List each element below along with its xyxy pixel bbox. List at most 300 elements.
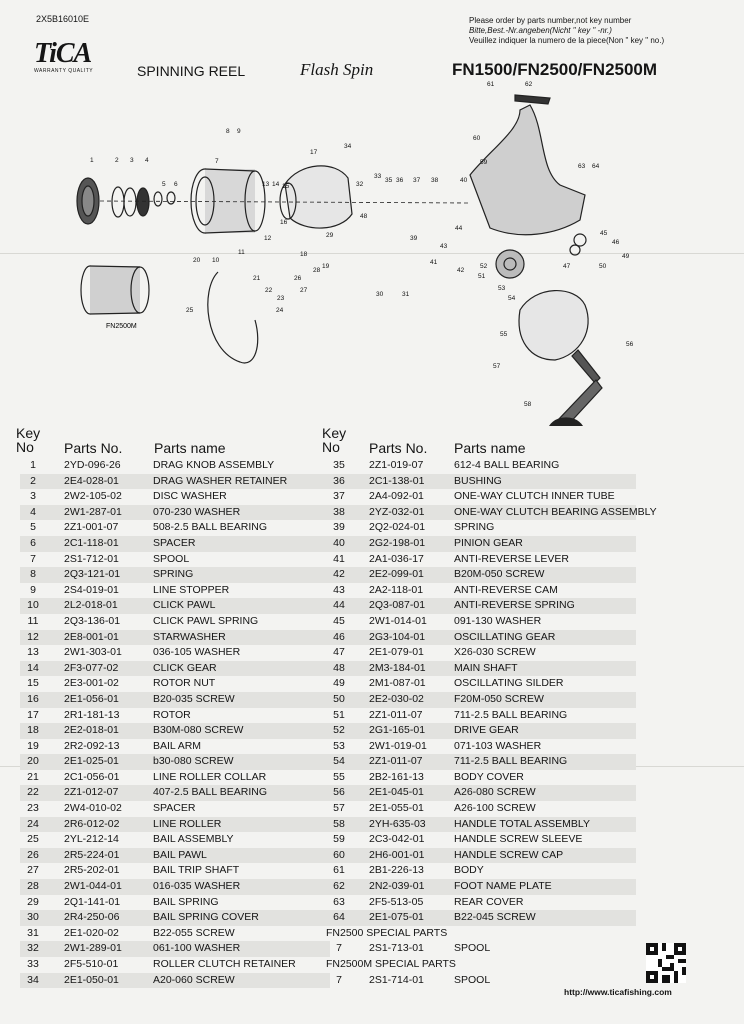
callout-number: 2 <box>115 157 119 164</box>
callout-number: 56 <box>626 341 634 348</box>
key-no: 16 <box>27 692 39 705</box>
parts-name: 091-130 WASHER <box>454 614 542 627</box>
key-no: 31 <box>27 926 39 939</box>
parts-no-header-right: Parts No. <box>369 440 428 456</box>
parts-no: 2E1-079-01 <box>369 646 424 659</box>
parts-no: 2F5-510-01 <box>64 958 119 970</box>
parts-no: 2G2-198-01 <box>369 536 426 549</box>
parts-name: 061-100 WASHER <box>153 942 241 955</box>
parts-no: 2C1-056-01 <box>64 770 120 783</box>
callout-number: 45 <box>600 230 608 237</box>
parts-name: 016-035 WASHER <box>153 880 241 893</box>
parts-name: 036-105 WASHER <box>153 646 241 659</box>
callout-number: 55 <box>500 331 508 338</box>
parts-name: SPOOL <box>153 552 190 565</box>
parts-no: 2YH-635-03 <box>369 817 426 830</box>
key-no: 43 <box>333 583 345 596</box>
parts-no: 2L2-018-01 <box>64 599 118 612</box>
key-no: 3 <box>30 490 36 503</box>
parts-no: 2E1-045-01 <box>369 786 424 799</box>
key-no: 61 <box>333 864 345 877</box>
key-no: 32 <box>27 942 39 955</box>
key-no: 56 <box>333 786 345 799</box>
callout-number: 26 <box>294 275 302 282</box>
table-row <box>20 973 330 989</box>
parts-name: CLICK GEAR <box>153 661 217 674</box>
callout-number: 17 <box>310 149 318 156</box>
parts-no: 2W1-019-01 <box>369 739 427 752</box>
table-row <box>20 661 330 677</box>
table-row <box>20 645 330 661</box>
parts-no: 2S1-712-01 <box>64 552 119 565</box>
callout-number: 25 <box>186 307 194 314</box>
parts-name: CLICK PAWL SPRING <box>153 614 259 627</box>
parts-name: 612-4 BALL BEARING <box>454 459 560 471</box>
key-no: 57 <box>333 802 345 815</box>
parts-no: 2W4-010-02 <box>64 802 122 815</box>
parts-name: HANDLE TOTAL ASSEMBLY <box>454 817 590 830</box>
table-row <box>326 910 636 926</box>
table-row <box>326 801 636 817</box>
parts-name: MAIN SHAFT <box>454 661 518 674</box>
callout-number: 11 <box>238 249 245 256</box>
parts-no: 2F3-077-02 <box>64 661 119 674</box>
callout-number: 1 <box>90 157 94 164</box>
parts-no: 2Z1-019-07 <box>369 459 424 471</box>
callout-number: 46 <box>612 239 620 246</box>
parts-name-header-left: Parts name <box>154 440 226 456</box>
table-row <box>326 583 636 599</box>
key-no: 18 <box>27 724 39 737</box>
parts-name: REAR COVER <box>454 895 524 908</box>
callout-number: 18 <box>300 251 308 258</box>
key-no: 22 <box>27 786 39 799</box>
parts-name: HANDLE SCREW SLEEVE <box>454 833 583 846</box>
parts-no: 2F5-513-05 <box>369 895 424 908</box>
callout-number: 39 <box>410 235 418 242</box>
parts-name: SPOOL <box>454 942 491 955</box>
parts-name: B22-045 SCREW <box>454 911 536 924</box>
parts-no: 2E2-018-01 <box>64 724 119 737</box>
table-row <box>326 941 636 957</box>
table-row <box>20 754 330 770</box>
parts-name: B22-055 SCREW <box>153 926 235 939</box>
parts-no: 2H6-001-01 <box>369 848 425 861</box>
parts-no: 2E2-099-01 <box>369 568 424 581</box>
table-row <box>326 692 636 708</box>
parts-no: 2R5-202-01 <box>64 864 120 877</box>
parts-name: F20M-050 SCREW <box>454 692 544 705</box>
key-no-header-left: Key No <box>16 425 41 455</box>
key-no: 28 <box>27 880 39 893</box>
product-type: SPINNING REEL <box>137 63 246 79</box>
callout-number: 57 <box>493 363 501 370</box>
callout-number: 7 <box>215 158 219 165</box>
key-no: 13 <box>27 646 39 659</box>
parts-no: 2E1-025-01 <box>64 755 119 768</box>
parts-no: 2Q3-087-01 <box>369 599 426 612</box>
table-row <box>326 645 636 661</box>
table-row <box>20 567 330 583</box>
special-parts-label: FN2500M SPECIAL PARTS <box>326 958 456 970</box>
table-row <box>326 489 636 505</box>
table-row <box>326 723 636 739</box>
parts-no: 2B2-161-13 <box>369 770 424 783</box>
key-no: 34 <box>27 973 39 986</box>
callout-number: 24 <box>276 307 284 314</box>
table-row <box>326 536 636 552</box>
callout-number: 19 <box>322 263 330 270</box>
callout-number: 20 <box>193 257 201 264</box>
callout-number: 42 <box>457 267 465 274</box>
key-no: 11 <box>27 614 39 627</box>
parts-name: A26-100 SCREW <box>454 802 536 815</box>
parts-no: 2YD-096-26 <box>64 459 121 471</box>
parts-name: ONE-WAY CLUTCH BEARING ASSEMBLY <box>454 505 657 518</box>
parts-no: 2Z1-011-07 <box>369 708 423 721</box>
callout-number: 30 <box>376 291 384 298</box>
key-no: 39 <box>333 521 345 534</box>
callout-number: 51 <box>478 273 486 280</box>
table-row <box>20 708 330 724</box>
parts-name: B30M-080 SCREW <box>153 724 244 737</box>
parts-no: 2S4-019-01 <box>64 583 119 596</box>
parts-name: LINE ROLLER COLLAR <box>153 770 267 783</box>
parts-no: 2W1-014-01 <box>369 614 427 627</box>
parts-name: ANTI-REVERSE SPRING <box>454 599 575 612</box>
callout-number: 47 <box>563 263 571 270</box>
parts-no: 2Q2-024-01 <box>369 521 426 534</box>
parts-name: DRAG WASHER RETAINER <box>153 474 288 487</box>
key-no: 20 <box>27 755 39 768</box>
parts-name: DRIVE GEAR <box>454 724 519 737</box>
callout-number: 62 <box>525 81 533 88</box>
table-row <box>326 754 636 770</box>
callout-number: 6 <box>174 181 178 188</box>
parts-no: 2E2-030-02 <box>369 692 424 705</box>
parts-name: 508-2.5 BALL BEARING <box>153 521 268 534</box>
parts-no: 2G1-165-01 <box>369 724 426 737</box>
callout-number: 52 <box>480 263 488 270</box>
callout-number: 36 <box>396 177 404 184</box>
parts-no: 2M3-184-01 <box>369 661 426 674</box>
table-row <box>326 661 636 677</box>
parts-no: 2W2-105-02 <box>64 490 122 503</box>
parts-no: 2N2-039-01 <box>369 880 425 893</box>
parts-no: 2E8-001-01 <box>64 630 119 643</box>
key-no: 46 <box>333 630 345 643</box>
parts-name: SPRING <box>153 568 194 581</box>
key-no: 12 <box>27 630 39 643</box>
parts-name: 071-103 WASHER <box>454 739 542 752</box>
table-row <box>20 785 330 801</box>
parts-no: 2E1-075-01 <box>369 911 424 924</box>
parts-name: ROTOR <box>153 708 191 721</box>
callout-number: 38 <box>431 177 439 184</box>
parts-name: DISC WASHER <box>153 490 227 503</box>
key-no: 41 <box>333 552 345 565</box>
parts-name: BAIL ASSEMBLY <box>153 833 234 846</box>
key-no: 55 <box>333 770 345 783</box>
callout-number: 34 <box>344 143 352 150</box>
callout-number: 12 <box>264 235 272 242</box>
tica-logo: TiCA WARRANTY QUALITY <box>34 38 94 74</box>
model-numbers: FN1500/FN2500/FN2500M <box>452 60 658 79</box>
key-no: 27 <box>27 864 39 877</box>
parts-name: X26-030 SCREW <box>454 646 536 659</box>
qr-code <box>646 943 686 983</box>
parts-no: 2S1-714-01 <box>369 973 424 986</box>
table-row <box>326 770 636 786</box>
key-no: 33 <box>27 958 39 970</box>
table-row <box>20 630 330 646</box>
key-no: 15 <box>27 677 39 690</box>
parts-name: b30-080 SCREW <box>153 755 234 768</box>
key-no: 30 <box>27 911 39 924</box>
parts-name: 070-230 WASHER <box>153 505 241 518</box>
key-no: 7 <box>30 552 36 565</box>
key-no: 7 <box>336 942 342 955</box>
callout-number: 59 <box>480 159 488 166</box>
parts-name: 711-2.5 BALL BEARING <box>454 708 568 721</box>
key-no: 62 <box>333 880 345 893</box>
callout-number: 13 <box>262 181 270 188</box>
key-no: 5 <box>30 521 36 534</box>
key-no: 44 <box>333 599 345 612</box>
parts-name: B20-035 SCREW <box>153 692 235 705</box>
table-row <box>20 848 330 864</box>
exploded-view-diagram <box>0 76 744 426</box>
callout-number: 10 <box>212 257 220 264</box>
callout-number: 37 <box>413 177 421 184</box>
key-no: 24 <box>27 817 39 830</box>
parts-name: STARWASHER <box>153 630 226 643</box>
table-row <box>20 692 330 708</box>
table-row <box>20 552 330 568</box>
key-no: 2 <box>30 474 36 487</box>
parts-no: 2W1-287-01 <box>64 505 122 518</box>
parts-no: 2B1-226-13 <box>369 864 424 877</box>
parts-no: 2Q3-136-01 <box>64 614 121 627</box>
key-no: 49 <box>333 677 345 690</box>
parts-name: BUSHING <box>454 474 502 487</box>
table-row <box>326 785 636 801</box>
callout-number: 14 <box>272 181 280 188</box>
parts-name: BAIL SPRING COVER <box>153 911 259 924</box>
parts-no: 2R5-224-01 <box>64 848 120 861</box>
table-row <box>20 614 330 630</box>
key-no: 63 <box>333 895 345 908</box>
table-row <box>326 567 636 583</box>
table-row <box>326 739 636 755</box>
table-row <box>20 895 330 911</box>
table-row <box>20 505 330 521</box>
callout-number: 28 <box>313 267 321 274</box>
key-no: 45 <box>333 614 345 627</box>
callout-number: 31 <box>402 291 410 298</box>
table-row <box>326 973 636 989</box>
callout-number: 53 <box>498 285 506 292</box>
table-row <box>326 598 636 614</box>
website-url: http://www.ticafishing.com <box>564 987 672 997</box>
key-no: 25 <box>27 833 39 846</box>
key-no: 59 <box>333 833 345 846</box>
key-no: 38 <box>333 505 345 518</box>
callout-number: 50 <box>599 263 607 270</box>
parts-no: 2R2-092-13 <box>64 739 120 752</box>
parts-name: BAIL SPRING <box>153 895 219 908</box>
parts-no: 2Z1-011-07 <box>369 755 423 768</box>
parts-name: SPOOL <box>454 973 491 986</box>
key-no: 7 <box>336 973 342 986</box>
table-row <box>326 505 657 521</box>
parts-no: 2A4-092-01 <box>369 490 424 503</box>
callout-number: 60 <box>473 135 481 142</box>
parts-no: 2E4-028-01 <box>64 474 119 487</box>
key-no: 6 <box>30 536 36 549</box>
table-row <box>326 879 636 895</box>
callout-number: 43 <box>440 243 448 250</box>
key-no: 4 <box>30 505 36 518</box>
parts-no: 2YL-212-14 <box>64 833 119 846</box>
parts-name: OSCILLATING GEAR <box>454 630 556 643</box>
parts-no: 2E1-020-02 <box>64 926 119 939</box>
parts-no: 2W1-044-01 <box>64 880 122 893</box>
special-parts-label: FN2500 SPECIAL PARTS <box>326 926 448 939</box>
callout-number: 61 <box>487 81 495 88</box>
parts-name: CLICK PAWL <box>153 599 216 612</box>
parts-name: BAIL ARM <box>153 739 202 752</box>
callout-number: 21 <box>253 275 261 282</box>
table-row <box>20 817 330 833</box>
key-no: 47 <box>333 646 345 659</box>
parts-name: B20M-050 SCREW <box>454 568 545 581</box>
parts-no: 2C1-138-01 <box>369 474 425 487</box>
parts-no: 2A1-036-17 <box>369 552 424 565</box>
table-row <box>20 879 330 895</box>
parts-no: 2Z1-001-07 <box>64 521 119 534</box>
table-row <box>326 676 636 692</box>
key-no: 42 <box>333 568 345 581</box>
callout-number: 63 <box>578 163 586 170</box>
document-code: 2X5B16010E <box>36 14 90 24</box>
parts-no: 2S1-713-01 <box>369 942 424 955</box>
key-no: 17 <box>27 708 39 721</box>
callout-number: 32 <box>356 181 364 188</box>
parts-name: SPRING <box>454 521 495 534</box>
parts-name: LINE STOPPER <box>153 583 230 596</box>
callout-number: 23 <box>277 295 285 302</box>
parts-name: 711-2.5 BALL BEARING <box>454 755 568 768</box>
parts-no: 2R4-250-06 <box>64 911 120 924</box>
callout-number: 40 <box>460 177 468 184</box>
parts-no: 2C3-042-01 <box>369 833 425 846</box>
parts-no: 2W1-303-01 <box>64 646 122 659</box>
table-row <box>326 520 636 536</box>
table-row <box>326 458 636 474</box>
key-no: 40 <box>333 536 345 549</box>
table-row <box>20 739 330 755</box>
callout-number: 9 <box>237 128 241 135</box>
parts-name: A26-080 SCREW <box>454 786 536 799</box>
parts-name: ANTI-REVERSE LEVER <box>454 552 569 565</box>
parts-no: 2R6-012-02 <box>64 817 120 830</box>
table-row <box>20 941 330 957</box>
key-no: 10 <box>27 599 39 612</box>
key-no: 52 <box>333 724 345 737</box>
table-row <box>326 552 636 568</box>
parts-no: 2Q3-121-01 <box>64 568 121 581</box>
parts-name: DRAG KNOB ASSEMBLY <box>153 459 275 471</box>
table-row <box>20 723 330 739</box>
callout-number: 15 <box>282 183 290 190</box>
key-no: 21 <box>27 770 39 783</box>
callout-number: 5 <box>162 181 166 188</box>
parts-no-header-left: Parts No. <box>64 440 123 456</box>
key-no: 64 <box>333 911 345 924</box>
key-no: 37 <box>333 490 345 503</box>
callout-number: 49 <box>622 253 630 260</box>
parts-name: A20-060 SCREW <box>153 973 235 986</box>
parts-name: SPACER <box>153 802 196 815</box>
callout-number: 16 <box>280 219 288 226</box>
callout-number: 48 <box>360 213 368 220</box>
callout-number: 27 <box>300 287 308 294</box>
parts-no: 2R1-181-13 <box>64 708 120 721</box>
key-no: 1 <box>30 459 36 471</box>
parts-name: BAIL TRIP SHAFT <box>153 864 240 877</box>
key-no: 8 <box>30 568 36 581</box>
table-row <box>20 489 330 505</box>
parts-no: 2Z1-012-07 <box>64 786 119 799</box>
parts-table-right <box>326 458 657 988</box>
callout-number: 58 <box>524 401 532 408</box>
key-no: 29 <box>27 895 39 908</box>
parts-no: 2A2-118-01 <box>369 583 424 596</box>
parts-no: 2E1-050-01 <box>64 973 119 986</box>
parts-no: 2E3-001-02 <box>64 677 119 690</box>
callout-number: 8 <box>226 128 230 135</box>
table-row <box>326 708 636 724</box>
callout-number: 33 <box>374 173 382 180</box>
table-row <box>20 458 330 474</box>
parts-name: BODY COVER <box>454 770 524 783</box>
parts-no: 2Q1-141-01 <box>64 895 121 908</box>
callout-number: 41 <box>430 259 438 266</box>
table-row <box>326 630 636 646</box>
parts-name: FOOT NAME PLATE <box>454 880 552 893</box>
table-row <box>20 676 330 692</box>
key-no: 60 <box>333 848 345 861</box>
parts-name: PINION GEAR <box>454 536 523 549</box>
table-row <box>326 863 636 879</box>
table-row <box>20 520 330 536</box>
parts-name: BAIL PAWL <box>153 848 207 861</box>
callout-number: 29 <box>326 232 334 239</box>
parts-name: ROTOR NUT <box>153 677 216 690</box>
key-no: 23 <box>27 802 39 815</box>
table-row <box>20 598 330 614</box>
parts-no: 2G3-104-01 <box>369 630 426 643</box>
table-row <box>326 614 636 630</box>
parts-name: BODY <box>454 864 484 877</box>
parts-no: 2W1-289-01 <box>64 942 122 955</box>
table-row <box>326 895 636 911</box>
parts-name: ROLLER CLUTCH RETAINER <box>153 958 296 970</box>
key-no: 58 <box>333 817 345 830</box>
callout-number: 4 <box>145 157 149 164</box>
key-no: 35 <box>333 459 345 471</box>
